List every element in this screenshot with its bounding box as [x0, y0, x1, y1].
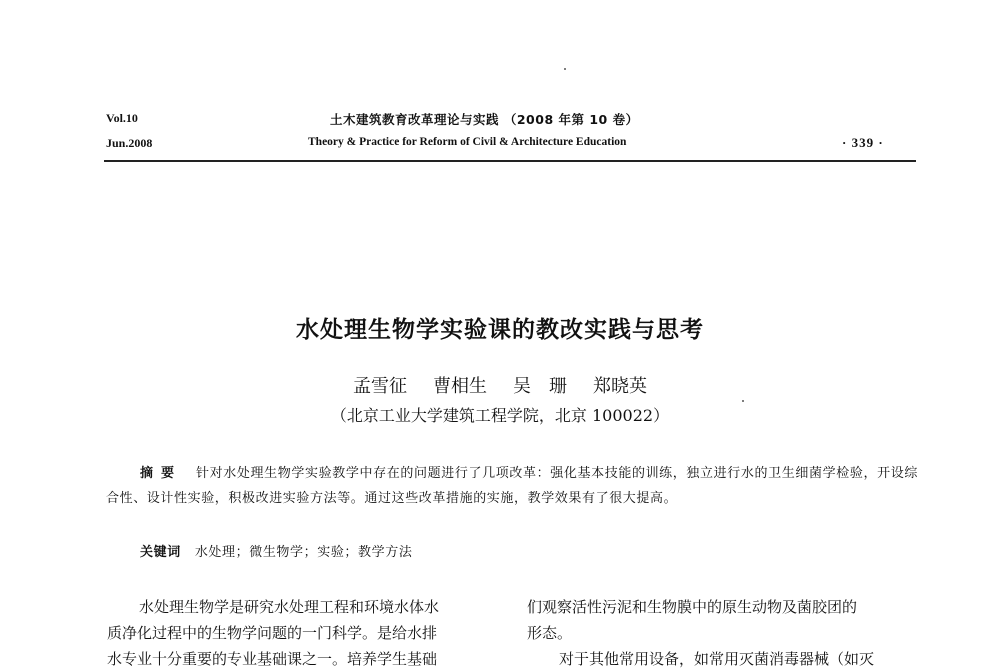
author-name: 孟雪征 — [353, 376, 407, 397]
scan-speck — [742, 400, 744, 402]
author-name: 吴 珊 — [513, 376, 567, 397]
header-rule — [104, 160, 916, 162]
affiliation: （北京工业大学建筑工程学院，北京 100022） — [330, 406, 670, 425]
body-line: 水专业十分重要的专业基础课之一。培养学生基础 — [107, 650, 438, 668]
scan-speck — [564, 68, 566, 70]
header-journal-en: Theory & Practice for Reform of Civil & Architecture Education — [308, 136, 627, 148]
body-line: 们观察活性污泥和生物膜中的原生动物及菌胶团的 — [527, 598, 858, 616]
keywords — [140, 541, 412, 560]
keywords-text: 水处理；微生物学；实验；教学方法 — [194, 545, 413, 560]
abstract — [106, 461, 918, 511]
header-volume: Vol.10 — [106, 111, 138, 125]
author-list — [0, 372, 1000, 398]
abstract-text: 针对水处理生物学实验教学中存在的问题进行了几项改革：强化基本技能的训练，独立进行水的卫生细菌学检验，开设综合性、设计性实验，积极改进实验方法等。通过这些改革措施的实施，教学效果有了很大提高。 — [106, 466, 918, 506]
header-page-number: · 339 · — [842, 135, 884, 150]
article-title: 水处理生物学实验课的教改实践与思考 — [296, 317, 704, 343]
body-line: 形态。 — [527, 624, 573, 642]
body-line: 水处理生物学是研究水处理工程和环境水体水 — [139, 598, 440, 616]
body-column-left — [107, 594, 497, 672]
header-date: Jun.2008 — [106, 136, 153, 150]
body-line: 对于其他常用设备，如常用灭菌消毒器械（如灭 — [559, 650, 875, 668]
abstract-label: 摘要 — [140, 466, 183, 481]
body-line: 质净化过程中的生物学问题的一门科学。是给水排 — [107, 624, 438, 642]
author-name: 郑晓英 — [593, 376, 647, 397]
header-journal-cn: 土木建筑教育改革理论与实践 （2008 年第 10 卷） — [330, 112, 639, 127]
body-column-right — [527, 594, 919, 672]
keywords-label: 关键词 — [140, 545, 181, 560]
author-name: 曹相生 — [433, 376, 487, 397]
